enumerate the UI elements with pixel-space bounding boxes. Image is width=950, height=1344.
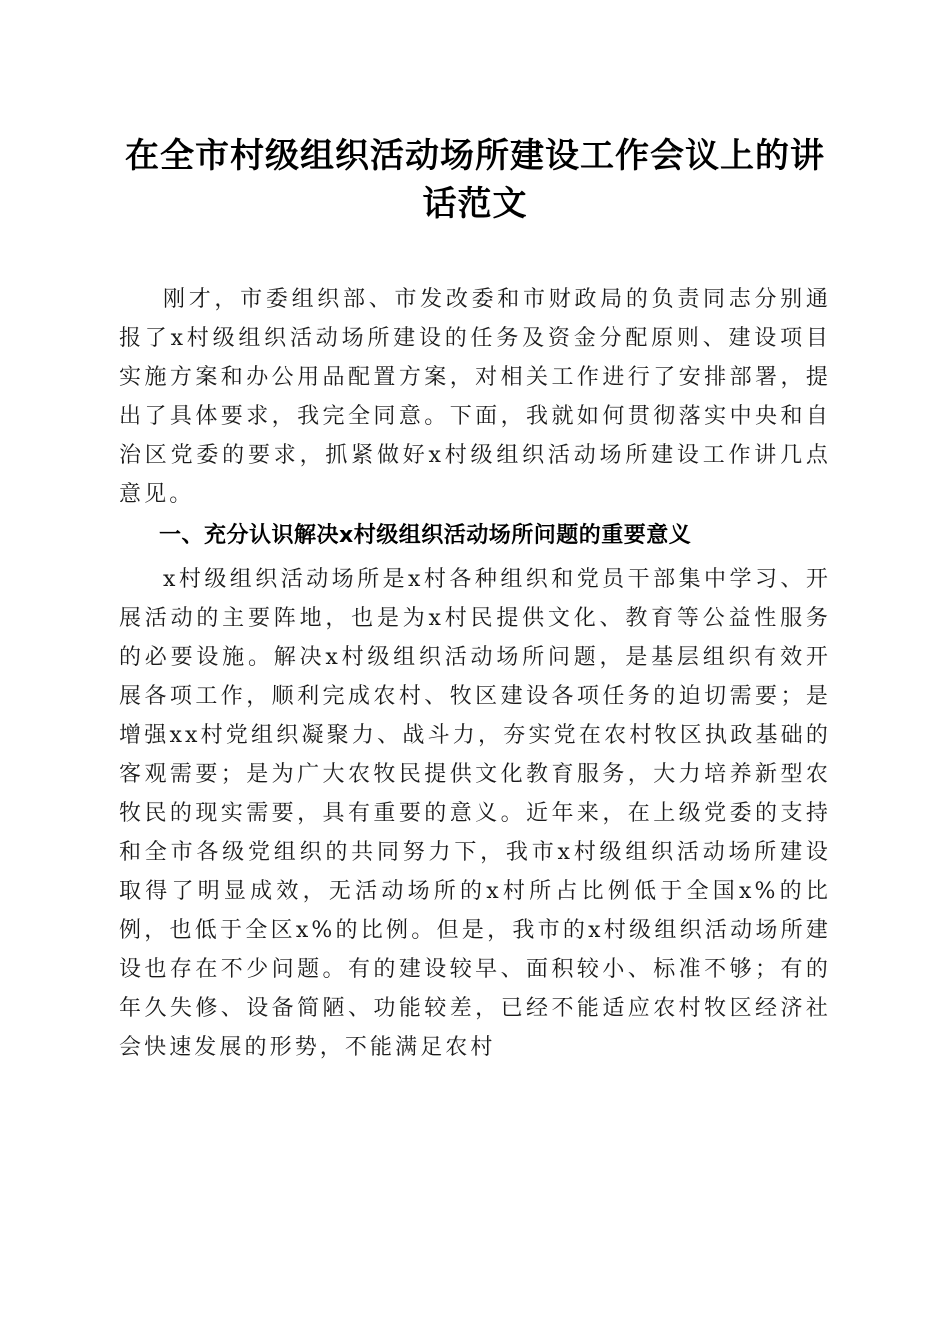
document-title: 在全市村级组织活动场所建设工作会议上的讲话范文 xyxy=(125,136,825,224)
document-body xyxy=(119,280,831,1067)
section-heading: 一、充分认识解决x村级组织活动场所问题的重要意义 xyxy=(159,523,692,548)
section-paragraph: x村级组织活动场所是x村各种组织和党员干部集中学习、开展活动的主要阵地，也是为x村民提供文化、教育等公益性服务的必要设施。解决x村级组织活动场所问题，是基层组织有效开展各项工作，顺利完成农村、牧区建设各项任务的迫切需要；是增强xx村党组织凝聚力、战斗力，夯实党在农村牧区执政基础的客观需要；是为广大农牧民提供文化教育服务，大力培养新型农牧民的现实需要，具有重要的意义。近年来，在上级党委的支持和全市各级党组织的共同努力下，我市x村级组织活动场所建设取得了明显成效，无活动场所的x村所占比例低于全国x%的比例，也低于全区x%的比例。但是，我市的x村级组织活动场所建设也存在不少问题。有的建设较早、面积较小、标准不够；有的年久失修、设备简陋、功能较差，已经不能适应农村牧区经济社会快速发展的形势，不能满足农村 xyxy=(119,567,831,1060)
intro-paragraph: 刚才，市委组织部、市发改委和市财政局的负责同志分别通报了x村级组织活动场所建设的任务及资金分配原则、建设项目实施方案和办公用品配置方案，对相关工作进行了安排部署，提出了具体要求，我完全同意。下面，我就如何贯彻落实中央和自治区党委的要求，抓紧做好x村级组织活动场所建设工作讲几点意见。 xyxy=(119,287,831,507)
